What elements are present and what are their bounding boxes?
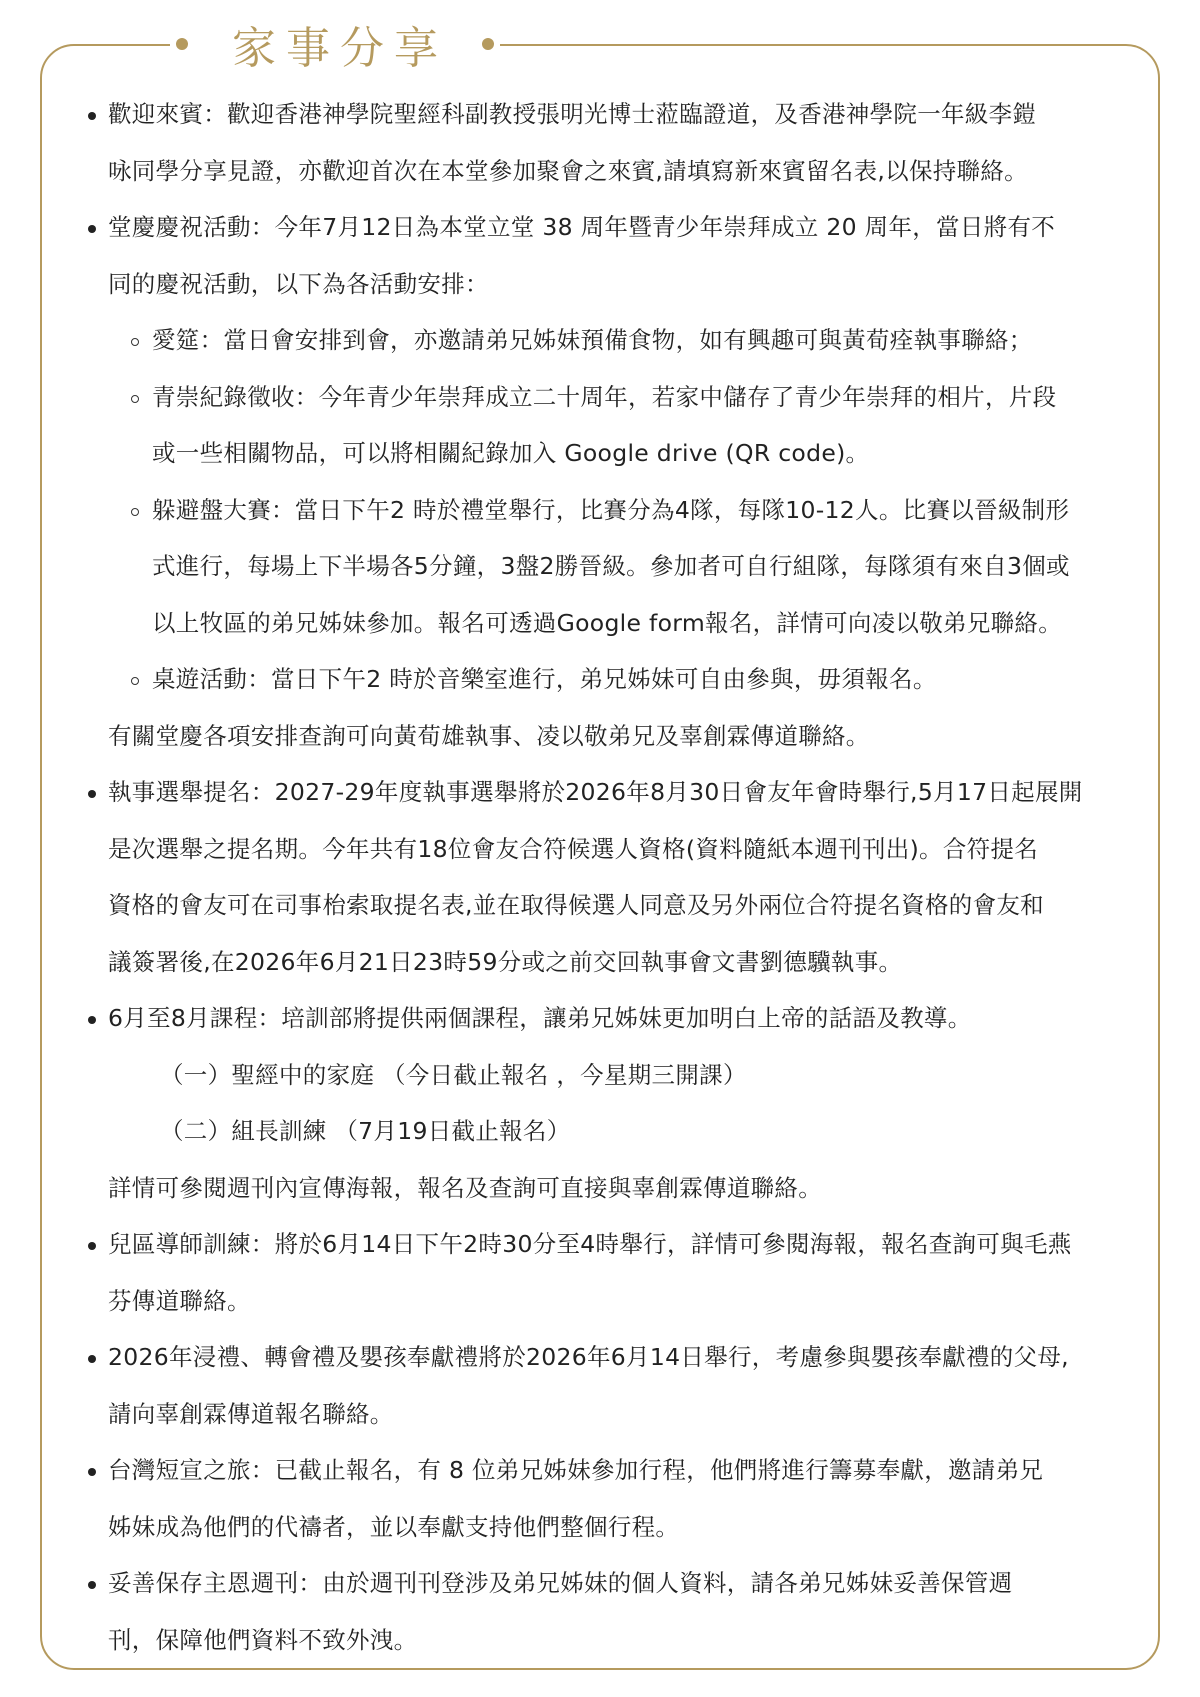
announcement-line	[78, 1273, 1148, 1330]
line-text: 式進行，每場上下半場各5分鐘，3盤2勝晉級。參加者可自行組隊，每隊須有來自3個或	[152, 552, 1070, 580]
line-text: （二）組長訓練 （7月19日截止報名）	[160, 1117, 571, 1145]
announcement-line	[78, 1499, 1148, 1556]
line-text: 愛筵：當日會安排到會，亦邀請弟兄姊妹預備食物，如有興趣可與黃荀痊執事聯絡；	[152, 326, 1033, 354]
bullet-icon	[88, 112, 96, 120]
line-text: 詳情可參閱週刊內宣傳海報，報名及查詢可直接與辜創霖傳道聯絡。	[108, 1173, 822, 1202]
line-text: 請向辜創霖傳道報名聯絡。	[108, 1399, 394, 1428]
announcement-line	[78, 764, 1148, 821]
line-text: 以上牧區的弟兄姊妹參加。報名可透過Google form報名，詳情可向凌以敬弟兄聯絡。	[152, 608, 1063, 637]
bullet-icon	[88, 1242, 96, 1250]
announcement-line	[78, 595, 1148, 652]
announcement-line	[78, 1612, 1148, 1669]
announcement-line	[78, 1216, 1148, 1273]
line-text: （一）聖經中的家庭 （今日截止報名 ，今星期三開課）	[160, 1060, 747, 1089]
line-text: 有關堂慶各項安排查詢可向黃荀雄執事、凌以敬弟兄及辜創霖傳道聯絡。	[108, 721, 870, 750]
line-text: 兒區導師訓練：將於6月14日下午2時30分至4時舉行，詳情可參閱海報，報名查詢可與毛燕	[108, 1230, 1072, 1258]
bullet-icon	[88, 1468, 96, 1476]
announcement-line	[78, 1329, 1148, 1386]
announcement-line	[78, 1386, 1148, 1443]
line-text: 6月至8月課程：培訓部將提供兩個課程，讓弟兄姊妹更加明白上帝的話語及教導。	[108, 1004, 972, 1032]
announcement-line	[78, 312, 1148, 369]
line-text: 堂慶慶祝活動：今年7月12日為本堂立堂 38 周年暨青少年崇拜成立 20 周年，當日將有不	[108, 213, 1056, 241]
sub-bullet-icon	[131, 508, 139, 516]
announcement-line	[78, 1555, 1148, 1612]
line-text: 咏同學分享見證，亦歡迎首次在本堂參加聚會之來賓,請填寫新來賓留名表,以保持聯絡。	[108, 156, 1028, 185]
announcement-line	[78, 369, 1148, 426]
right-dot-ornament	[482, 38, 494, 50]
bullet-icon	[88, 225, 96, 233]
announcement-line	[78, 538, 1148, 595]
announcement-line	[78, 990, 1148, 1047]
line-text: 妥善保存主恩週刊：由於週刊刊登涉及弟兄姊妹的個人資料，請各弟兄姊妹妥善保管週	[108, 1569, 1013, 1597]
line-text: 姊妹成為他們的代禱者，並以奉獻支持他們整個行程。	[108, 1512, 680, 1541]
announcement-line	[78, 1442, 1148, 1499]
line-text: 歡迎來賓：歡迎香港神學院聖經科副教授張明光博士蒞臨證道，及香港神學院一年級李鎧	[108, 100, 1037, 128]
line-text: 或一些相關物品，可以將相關紀錄加入 Google drive (QR code)。	[152, 439, 870, 467]
announcement-line	[78, 482, 1148, 539]
sub-bullet-icon	[131, 338, 139, 346]
announcement-line	[78, 651, 1148, 708]
line-text: 執事選舉提名：2027-29年度執事選舉將於2026年8月30日會友年會時舉行,5月17日起展開	[108, 778, 1083, 806]
announcement-line	[78, 1047, 1148, 1104]
bullet-icon	[88, 1581, 96, 1589]
bullet-icon	[88, 1355, 96, 1363]
announcement-line	[78, 199, 1148, 256]
line-text: 桌遊活動：當日下午2 時於音樂室進行，弟兄姊妹可自由參與，毋須報名。	[152, 665, 937, 693]
line-text: 資格的會友可在司事枱索取提名表,並在取得候選人同意及另外兩位合符提名資格的會友和	[108, 891, 1044, 919]
line-text: 芬傳道聯絡。	[108, 1286, 251, 1315]
announcement-line	[78, 708, 1148, 765]
line-text: 同的慶祝活動，以下為各活動安排：	[108, 269, 489, 298]
line-text: 刊，保障他們資料不致外洩。	[108, 1625, 418, 1654]
line-text: 青崇紀錄徵收：今年青少年崇拜成立二十周年，若家中儲存了青少年崇拜的相片，片段	[152, 382, 1057, 411]
announcement-line	[78, 877, 1148, 934]
line-text: 躲避盤大賽：當日下午2 時於禮堂舉行，比賽分為4隊，每隊10-12人。比賽以晉級制形	[152, 495, 1070, 524]
sub-bullet-icon	[131, 677, 139, 685]
line-text: 台灣短宣之旅：已截止報名，有 8 位弟兄姊妹參加行程，他們將進行籌募奉獻，邀請弟兄	[108, 1456, 1044, 1484]
announcement-line	[78, 1103, 1148, 1160]
announcement-line	[78, 1160, 1148, 1217]
announcement-line	[78, 256, 1148, 313]
announcement-line	[78, 934, 1148, 991]
left-dot-ornament	[176, 38, 188, 50]
announcement-line	[78, 425, 1148, 482]
bullet-icon	[88, 1016, 96, 1024]
announcement-line	[78, 86, 1148, 143]
announcement-line	[78, 821, 1148, 878]
sub-bullet-icon	[131, 395, 139, 403]
bullet-icon	[88, 790, 96, 798]
announcement-line	[78, 143, 1148, 200]
line-text: 是次選舉之提名期。今年共有18位會友合符候選人資格(資料隨紙本週刊刊出)。合符提名	[108, 834, 1039, 863]
line-text: 議簽署後,在2026年6月21日23時59分或之前交回執事會文書劉德驥執事。	[108, 947, 903, 976]
page-title: 家事分享	[232, 23, 448, 74]
title-banner	[170, 0, 500, 88]
line-text: 2026年浸禮、轉會禮及嬰孩奉獻禮將於2026年6月14日舉行，考慮參與嬰孩奉獻禮的父母,	[108, 1343, 1069, 1371]
announcement-list	[78, 86, 1148, 1668]
